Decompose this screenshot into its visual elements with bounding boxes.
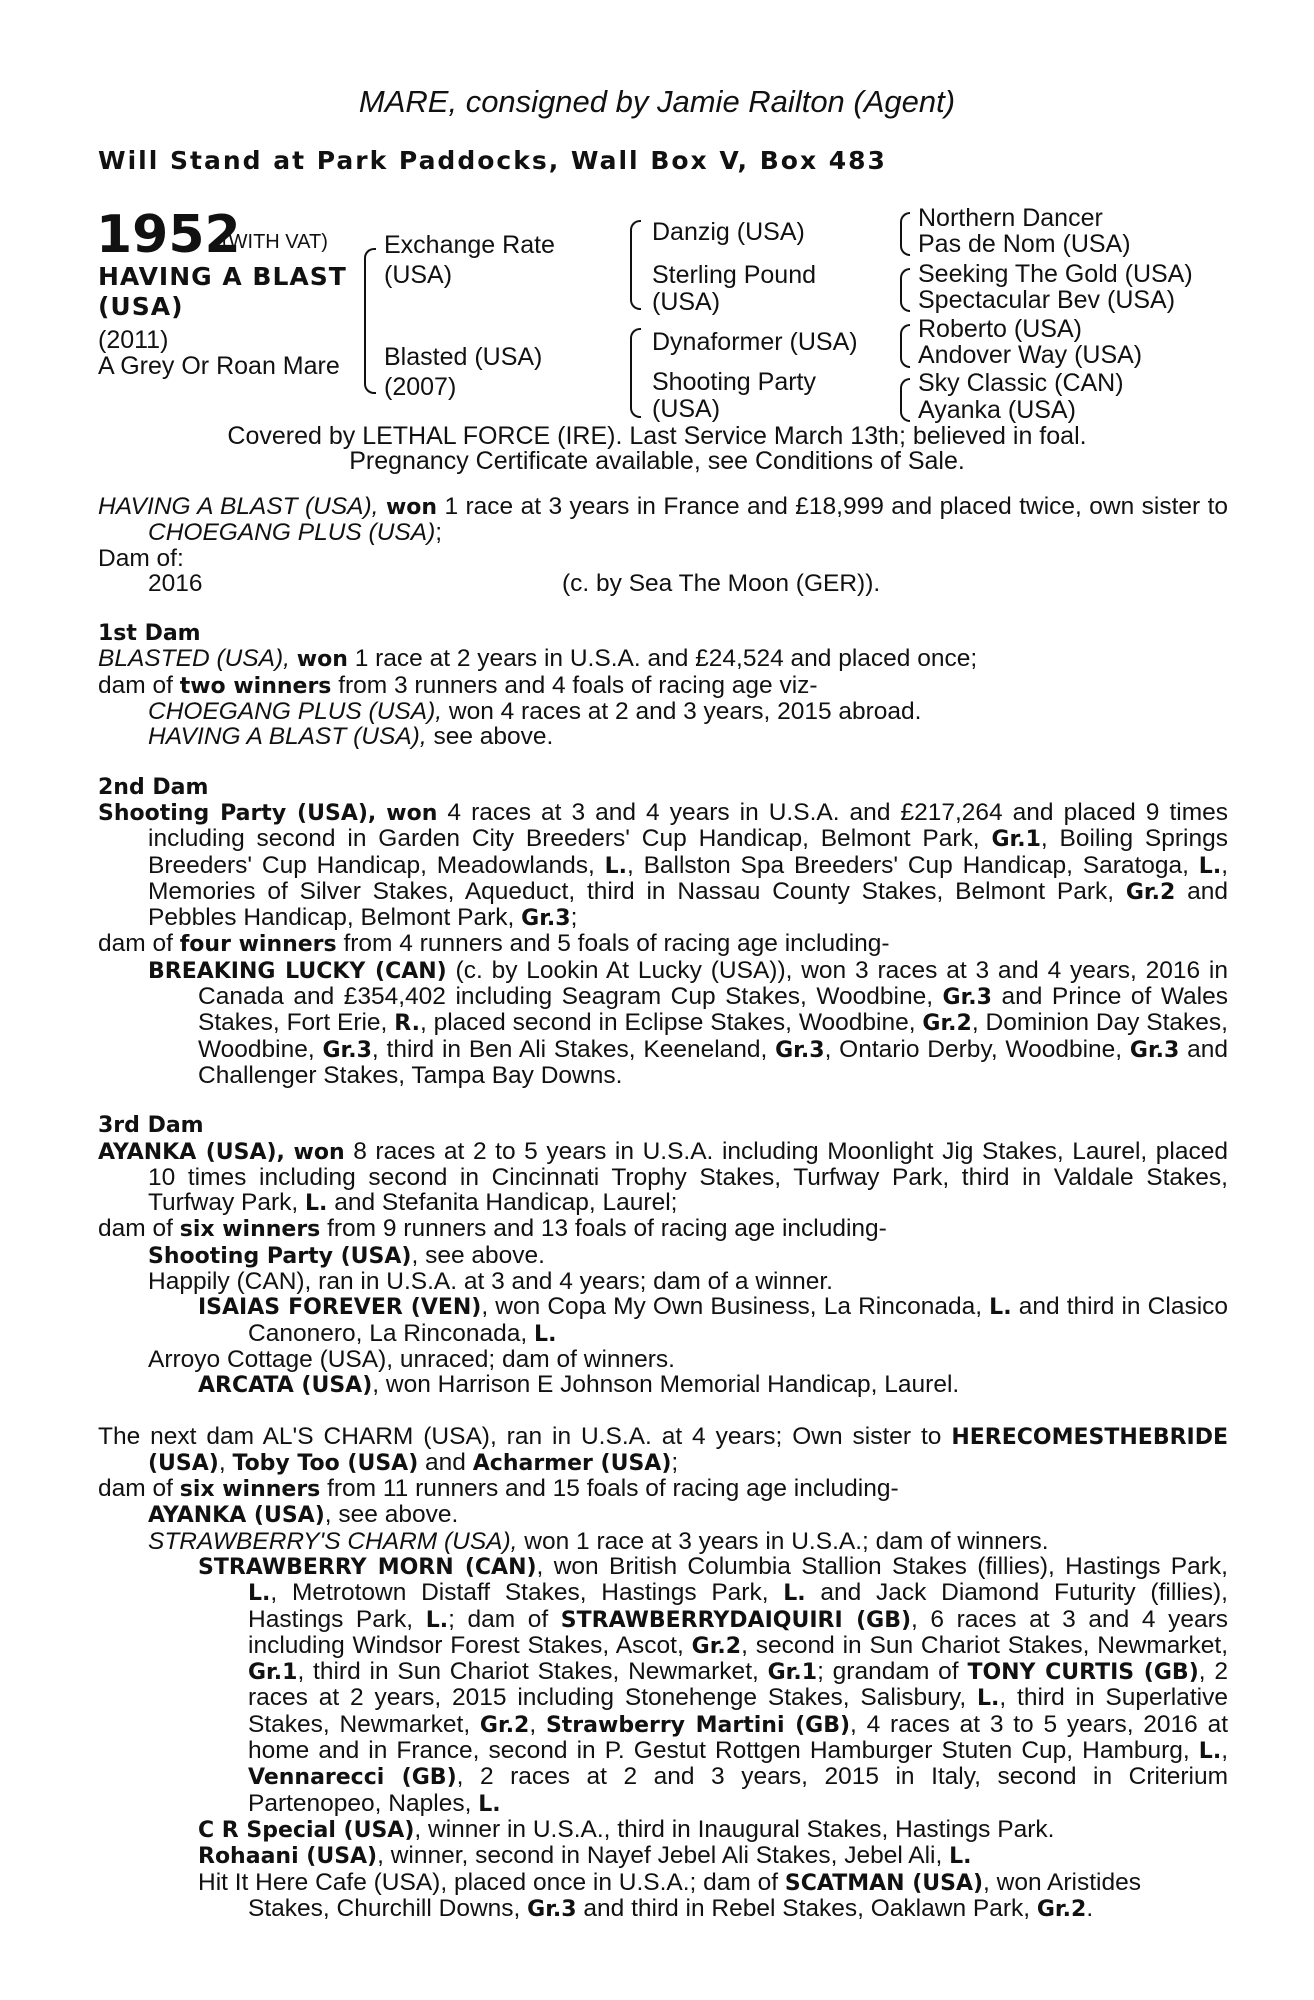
next-dam-child-2: STRAWBERRY'S CHARM (USA), won 1 race at 3 years in U.S.A.; dam of winners. [148, 1527, 1049, 1555]
second-dam-produce: dam of four winners from 4 runners and 5 foals of racing age including- [98, 930, 890, 958]
horse-description: A Grey Or Roan Mare [98, 352, 340, 380]
pedigree-dam-dam: Shooting Party (USA) [652, 368, 816, 423]
page-title: MARE, consigned by Jamie Railton (Agent) [358, 84, 956, 119]
first-dam-produce: dam of two winners from 3 runners and 4 foals of racing age viz- [98, 671, 818, 699]
pedigree-g3-7: Sky Classic (CAN) [918, 369, 1124, 397]
produce-record: 2016 (c. by Sea The Moon (GER)). [148, 569, 881, 597]
pedigree-bracket-g2 [900, 268, 910, 312]
next-dam-grandchild-3: Rohaani (USA), winner, second in Nayef Jebel Ali Stakes, Jebel Ali, L. [198, 1842, 972, 1870]
pedigree-sire: Exchange Rate (USA) [384, 231, 555, 289]
second-dam-heading: 2nd Dam [98, 774, 209, 800]
next-dam-produce: dam of six winners from 11 runners and 15 foals of racing age including- [98, 1475, 899, 1503]
third-dam-produce: dam of six winners from 9 runners and 13 foals of racing age including- [98, 1215, 887, 1243]
pedigree-bracket-dam [630, 328, 641, 418]
first-dam-child-1: CHOEGANG PLUS (USA), won 4 races at 2 and 3 years, 2015 abroad. [148, 698, 922, 726]
pedigree-g3-2: Pas de Nom (USA) [918, 230, 1131, 258]
third-dam-record: AYANKA (USA), won 8 races at 2 to 5 years in U.S.A. including Moonlight Jig Stakes, Laurel, placed 10 times including second in Cincinnati Trophy Stakes, Turfway Park, third in Valdale Stakes, Turfway Park, L. and Stefanita Handicap, Laurel; [98, 1137, 1228, 1217]
catalogue-body [98, 494, 1228, 1922]
pedigree-g3-5: Roberto (USA) [918, 315, 1082, 343]
pregnancy-note: Pregnancy Certificate available, see Conditions of Sale. [349, 447, 965, 475]
third-dam-child-3: Arroyo Cottage (USA), unraced; dam of winners. [148, 1345, 675, 1373]
pedigree-bracket-sire [630, 220, 641, 310]
pedigree-g3-6: Andover Way (USA) [918, 341, 1143, 369]
pedigree-sire-sire: Danzig (USA) [652, 218, 805, 246]
first-dam-child-2: HAVING A BLAST (USA), see above. [148, 723, 554, 751]
vat-label: (WITH VAT) [222, 231, 328, 253]
pedigree-g3-4: Spectacular Bev (USA) [918, 286, 1176, 314]
third-dam-grandchild-2: ARCATA (USA), won Harrison E Johnson Memorial Handicap, Laurel. [198, 1371, 960, 1399]
second-dam-child-1: BREAKING LUCKY (CAN) (c. by Lookin At Lucky (USA)), won 3 races at 3 and 4 years, 2016 in Canada and £354,402 including Seagram Cup Stakes, Woodbine, Gr.3 and Prince of Wales Stakes, Fort Erie, R., placed second in Eclipse Stakes, Woodbine, Gr.2, Dominion Day Stakes, Woodbine, Gr.3, third in Ben Ali Stakes, Keeneland, Gr.3, Ontario Derby, Woodbine, Gr.3 and Challenger Stakes, Tampa Bay Downs. [148, 956, 1228, 1089]
intro-paragraph: HAVING A BLAST (USA), won 1 race at 3 years in France and £18,999 and placed twice, own sister to CHOEGANG PLUS (USA); [98, 493, 1229, 547]
pedigree-bracket-g3 [900, 324, 910, 368]
pedigree-bracket-g4 [900, 378, 910, 422]
first-dam-record: BLASTED (USA), won 1 race at 2 years in U.S.A. and £24,524 and placed once; [98, 645, 978, 673]
third-dam-grandchild-1: ISAIAS FOREVER (VEN), won Copa My Own Business, La Rinconada, L. and third in Clasico Canonero, La Rinconada, L. [198, 1293, 1229, 1347]
covering-note: Covered by LETHAL FORCE (IRE). Last Service March 13th; believed in foal. [227, 422, 1087, 450]
third-dam-child-1: Shooting Party (USA), see above. [148, 1241, 545, 1269]
stand-location: Will Stand at Park Paddocks, Wall Box V, Box 483 [98, 146, 887, 175]
dam-of-label: Dam of: [98, 544, 184, 572]
next-dam-grandchild-1: STRAWBERRY MORN (CAN), won British Columbia Stallion Stakes (fillies), Hastings Park, L., Metrotown Distaff Stakes, Hastings Park, L. and Jack Diamond Futurity (fillies), Hastings Park, L.; dam of STRAWBERRYDAIQUIRI (GB), 6 races at 3 and 4 years including Windsor Forest Stakes, Ascot, Gr.2, second in Sun Chariot Stakes, Newmarket, Gr.1, third in Sun Chariot Stakes, Newmarket, Gr.1; grandam of TONY CURTIS (GB), 2 races at 2 years, 2015 including Stonehenge Stakes, Salisbury, L., third in Superlative Stakes, Newmarket, Gr.2, Strawberry Martini (GB), 4 races at 3 to 5 years, 2016 at home and in France, second in P. Gestut Rottgen Hamburger Stuten Cup, Hamburg, L., Vennarecci (GB), 2 races at 2 and 3 years, 2015 in Italy, second in Criterium Partenopeo, Naples, L. [198, 1552, 1229, 1817]
birth-year: (2011) [98, 326, 169, 354]
third-dam-child-2: Happily (CAN), ran in U.S.A. at 3 and 4 years; dam of a winner. [148, 1268, 833, 1296]
next-dam-child-1: AYANKA (USA), see above. [148, 1501, 459, 1529]
pedigree-sire-dam: Sterling Pound (USA) [652, 261, 817, 316]
pedigree-bracket-g1 [900, 212, 910, 256]
horse-name: HAVING A BLAST (USA) [98, 262, 347, 321]
pedigree-dam-sire: Dynaformer (USA) [652, 328, 858, 356]
pedigree-g3-8: Ayanka (USA) [918, 396, 1076, 424]
second-dam-record: Shooting Party (USA), won 4 races at 3 and 4 years in U.S.A. and £217,264 and placed 9 times including second in Garden City Breeders' Cup Handicap, Belmont Park, Gr.1, Boiling Springs Breeders' Cup Handicap, Meadowlands, L., Ballston Spa Breeders' Cup Handicap, Saratoga, L., Memories of Silver Stakes, Aqueduct, third in Nassau County Stakes, Belmont Park, Gr.2 and Pebbles Handicap, Belmont Park, Gr.3; [98, 798, 1229, 932]
first-dam-heading: 1st Dam [98, 621, 201, 647]
pedigree-g3-1: Northern Dancer [918, 204, 1103, 232]
lot-number: 1952 [96, 205, 241, 265]
next-dam-grandchild-2: C R Special (USA), winner in U.S.A., third in Inaugural Stakes, Hastings Park. [198, 1815, 1055, 1843]
next-dam-record: The next dam AL'S CHARM (USA), ran in U.S.A. at 4 years; Own sister to HERECOMESTHEBRIDE (USA), Toby Too (USA) and Acharmer (USA); [98, 1422, 1228, 1476]
pedigree-dam: Blasted (USA) (2007) [384, 343, 543, 401]
next-dam-grandchild-4: Hit It Here Cafe (USA), placed once in U.S.A.; dam of SCATMAN (USA), won Aristides Stakes, Churchill Downs, Gr.3 and third in Rebel Stakes, Oaklawn Park, Gr.2. [198, 1868, 1142, 1922]
pedigree-g3-3: Seeking The Gold (USA) [918, 260, 1193, 288]
third-dam-heading: 3rd Dam [98, 1113, 204, 1139]
